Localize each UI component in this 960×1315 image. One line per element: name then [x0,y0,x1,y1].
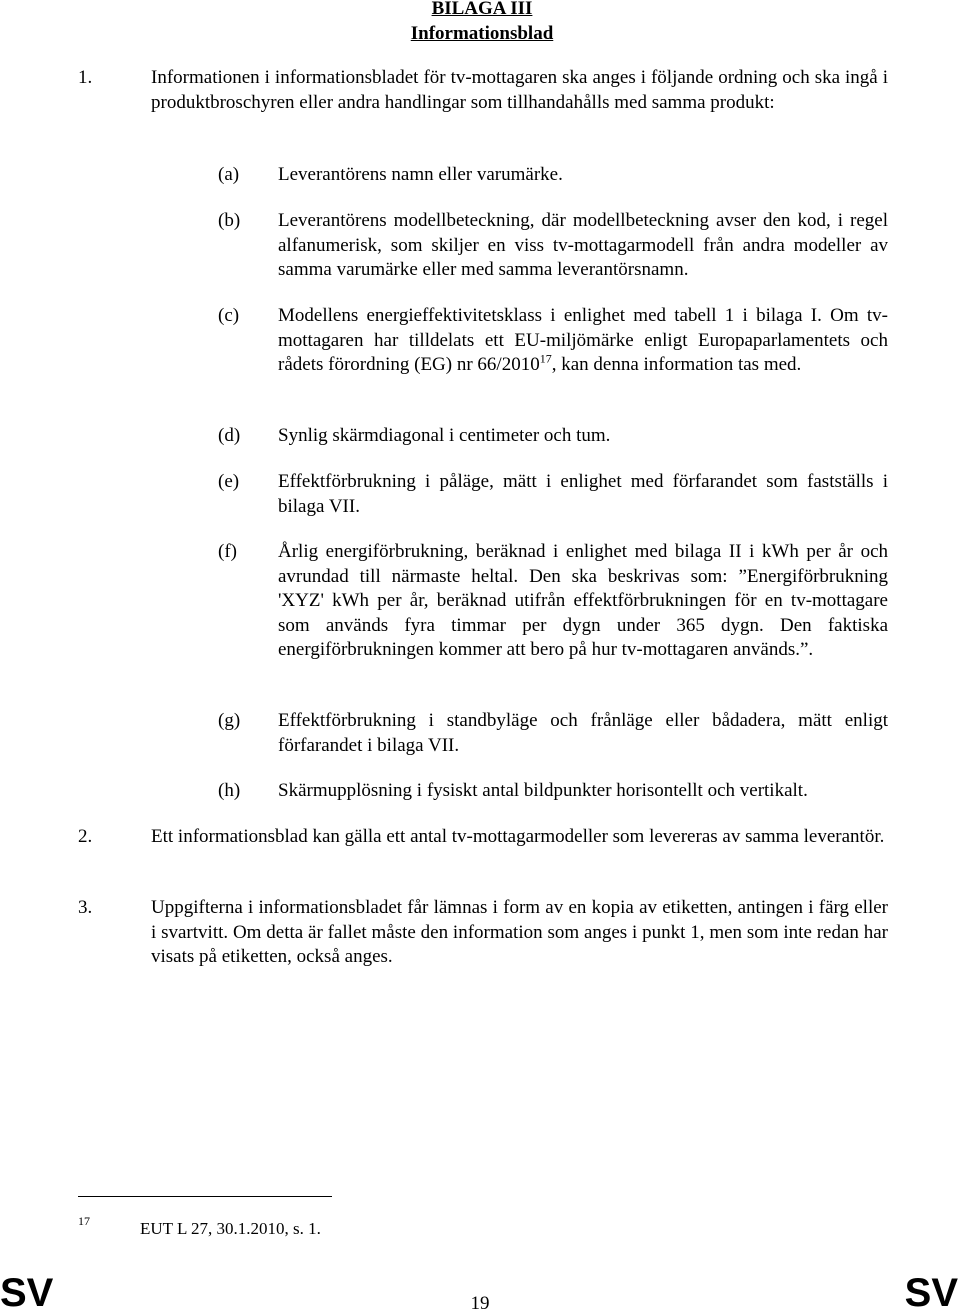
item-text-part: , kan denna information tas med. [551,354,802,375]
page-number: 19 [470,1293,490,1314]
point-number: 3. [78,897,93,918]
item-label: (d) [218,425,241,446]
item-label: (a) [218,164,240,185]
item-text: Leverantörens namn eller varumärke. [278,164,563,185]
footnote-divider [78,1196,332,1197]
item-label: (h) [218,780,241,801]
item-text: Skärmupplösning i fysiskt antal bildpunkter horisontellt och vertikalt. [278,780,808,801]
item-label: (b) [218,210,241,231]
annex-title: BILAGA III [431,0,533,19]
item-text: Årlig energiförbrukning, beräknad i enlighet med bilaga II i kWh per år och avrundad till närmaste heltal. Den ska beskrivas som: ”Energiförbrukning 'XYZ' kWh per år, beräknad utifrån effektförbrukningen för en tv-mottagare som används fyra timmar per dygn under 365 dygn. Den faktiska energiförbrukningen kommer att bero på hur tv-mottagaren används.”. [278,541,888,660]
point-number: 1. [78,67,93,88]
item-text-part: Modellens energieffektivitetsklass i enlighet med tabell 1 i bilaga I. Om tv-mottagaren har tilldelats ett EU-miljömärke enligt Europaparlamentets och rådets förordning (EG) nr 66/2010 [278,305,888,375]
point-number: 2. [78,826,93,847]
item-label: (f) [218,541,237,562]
item-text: Leverantörens modellbeteckning, där modellbeteckning avser den kod, i regel alfanumerisk, som skiljer en viss tv-mottagarmodell från andra modeller av samma varumärke eller med samma leverantörsnamn. [278,210,888,280]
point-text: Uppgifterna i informationsbladet får lämnas i form av en kopia av etiketten, antingen i färg eller i svartvitt. Om detta är fallet måste den information som anges i punkt 1, men som inte redan har visats på etiketten, också anges. [151,897,888,967]
item-text: Synlig skärmdiagonal i centimeter och tum. [278,425,611,446]
footnote-text: EUT L 27, 30.1.2010, s. 1. [140,1219,321,1238]
item-text [278,304,888,378]
item-text: Effektförbrukning i standbyläge och frånläge eller bådadera, mätt enligt förfarandet i bilaga VII. [278,710,888,756]
point-text: Ett informationsblad kan gälla ett antal tv-mottagarmodeller som levereras av samma leverantör. [151,826,885,847]
item-label: (e) [218,471,240,492]
item-label: (c) [218,305,240,326]
language-code-right: SV [904,1271,958,1315]
annex-subtitle: Informationsblad [410,23,554,44]
item-label: (g) [218,710,241,731]
footnote-number: 17 [78,1214,90,1228]
item-text: Effektförbrukning i påläge, mätt i enlighet med förfarandet som fastställs i bilaga VII. [278,471,888,517]
language-code-left: SV [0,1271,54,1315]
footnote-reference[interactable]: 17 [539,351,552,366]
point-text: Informationen i informationsbladet för tv-mottagaren ska anges i följande ordning och ska ingå i produktbroschyren eller andra handlingar som tillhandahålls med samma produkt: [151,67,888,113]
